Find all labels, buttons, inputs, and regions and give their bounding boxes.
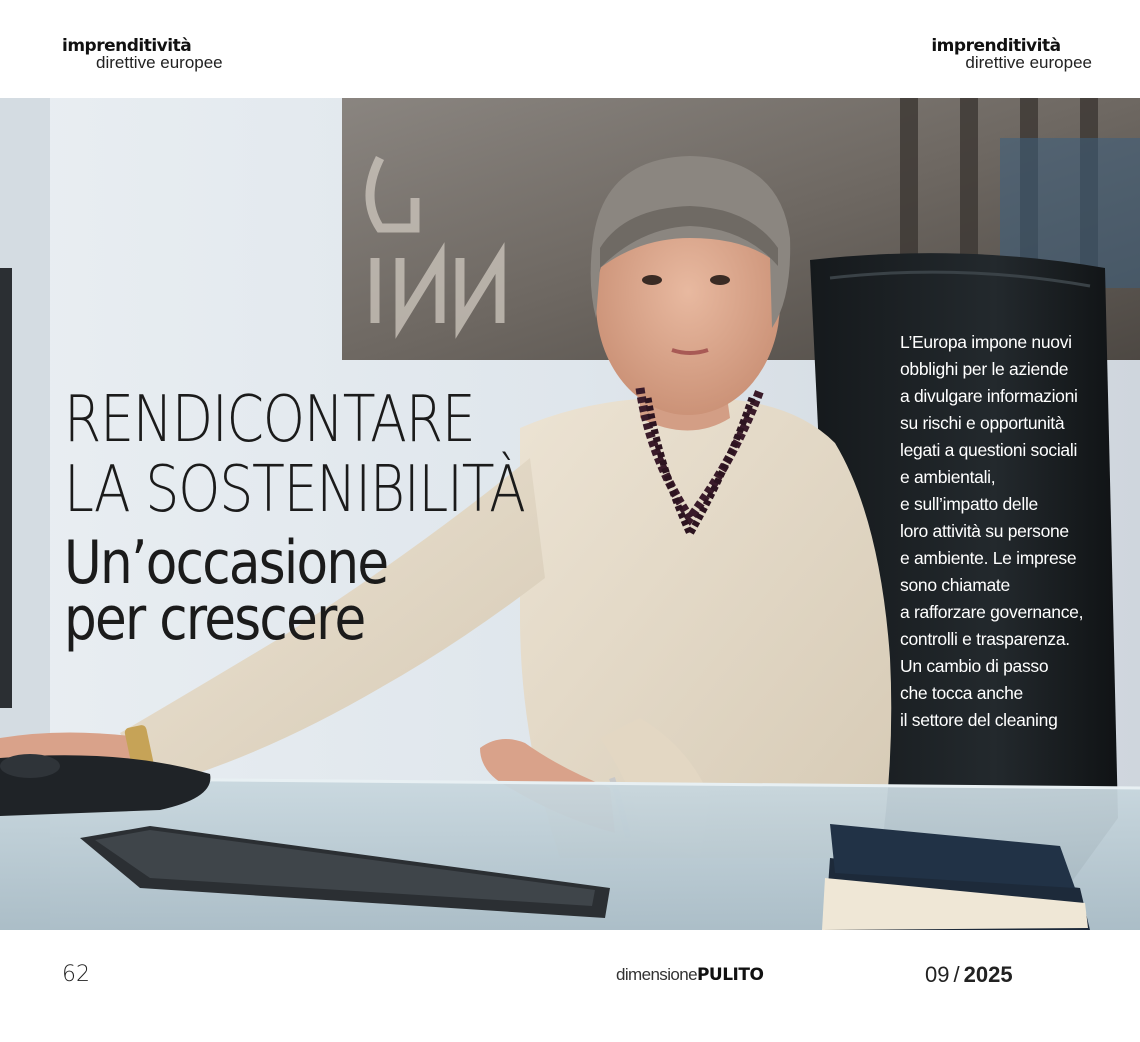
section-label: imprenditività	[931, 36, 1061, 56]
intro-line: L’Europa impone nuovi	[900, 332, 1072, 352]
brand-bold: PULITO	[696, 965, 764, 985]
header-left	[62, 38, 223, 71]
page-number: 62	[62, 962, 90, 987]
intro-line: a rafforzare governance,	[900, 602, 1084, 622]
intro-line: a divulgare informazioni	[900, 386, 1078, 406]
section-label: imprenditività	[62, 36, 192, 56]
intro-line: obblighi per le aziende	[900, 359, 1069, 379]
title-line-1: RENDICONTARE	[64, 383, 475, 457]
intro-line: controlli e trasparenza.	[900, 629, 1070, 649]
intro-line: e ambiente. Le imprese	[900, 548, 1077, 568]
intro-line: su rischi e opportunità	[900, 413, 1065, 433]
subtitle-line-1: Un’occasione	[64, 528, 388, 598]
intro-line: e sull’impatto delle	[900, 494, 1038, 514]
title-line-2: LA SOSTENIBILITÀ	[64, 453, 525, 527]
intro-line: il settore del cleaning	[900, 710, 1058, 730]
subsection-label: direttive europee	[96, 53, 223, 72]
subtitle-line-2: per crescere	[64, 584, 365, 654]
intro-line: e ambientali,	[900, 467, 996, 487]
intro-line: Un cambio di passo	[900, 656, 1049, 676]
issue-separator: /	[953, 962, 960, 987]
article-title	[64, 383, 544, 654]
intro-line: sono chiamate	[900, 575, 1010, 595]
intro-line: legati a questioni sociali	[900, 440, 1078, 460]
magazine-logo	[616, 965, 763, 985]
issue-year: 2025	[963, 962, 1013, 987]
issue-date	[925, 962, 1013, 988]
intro-line: loro attività su persone	[900, 521, 1069, 541]
article-intro	[900, 329, 1120, 734]
issue-month: 09	[925, 962, 950, 987]
header-right	[931, 38, 1092, 71]
brand-light: dimensione	[616, 965, 697, 984]
subsection-label: direttive europee	[965, 53, 1092, 72]
intro-line: che tocca anche	[900, 683, 1023, 703]
